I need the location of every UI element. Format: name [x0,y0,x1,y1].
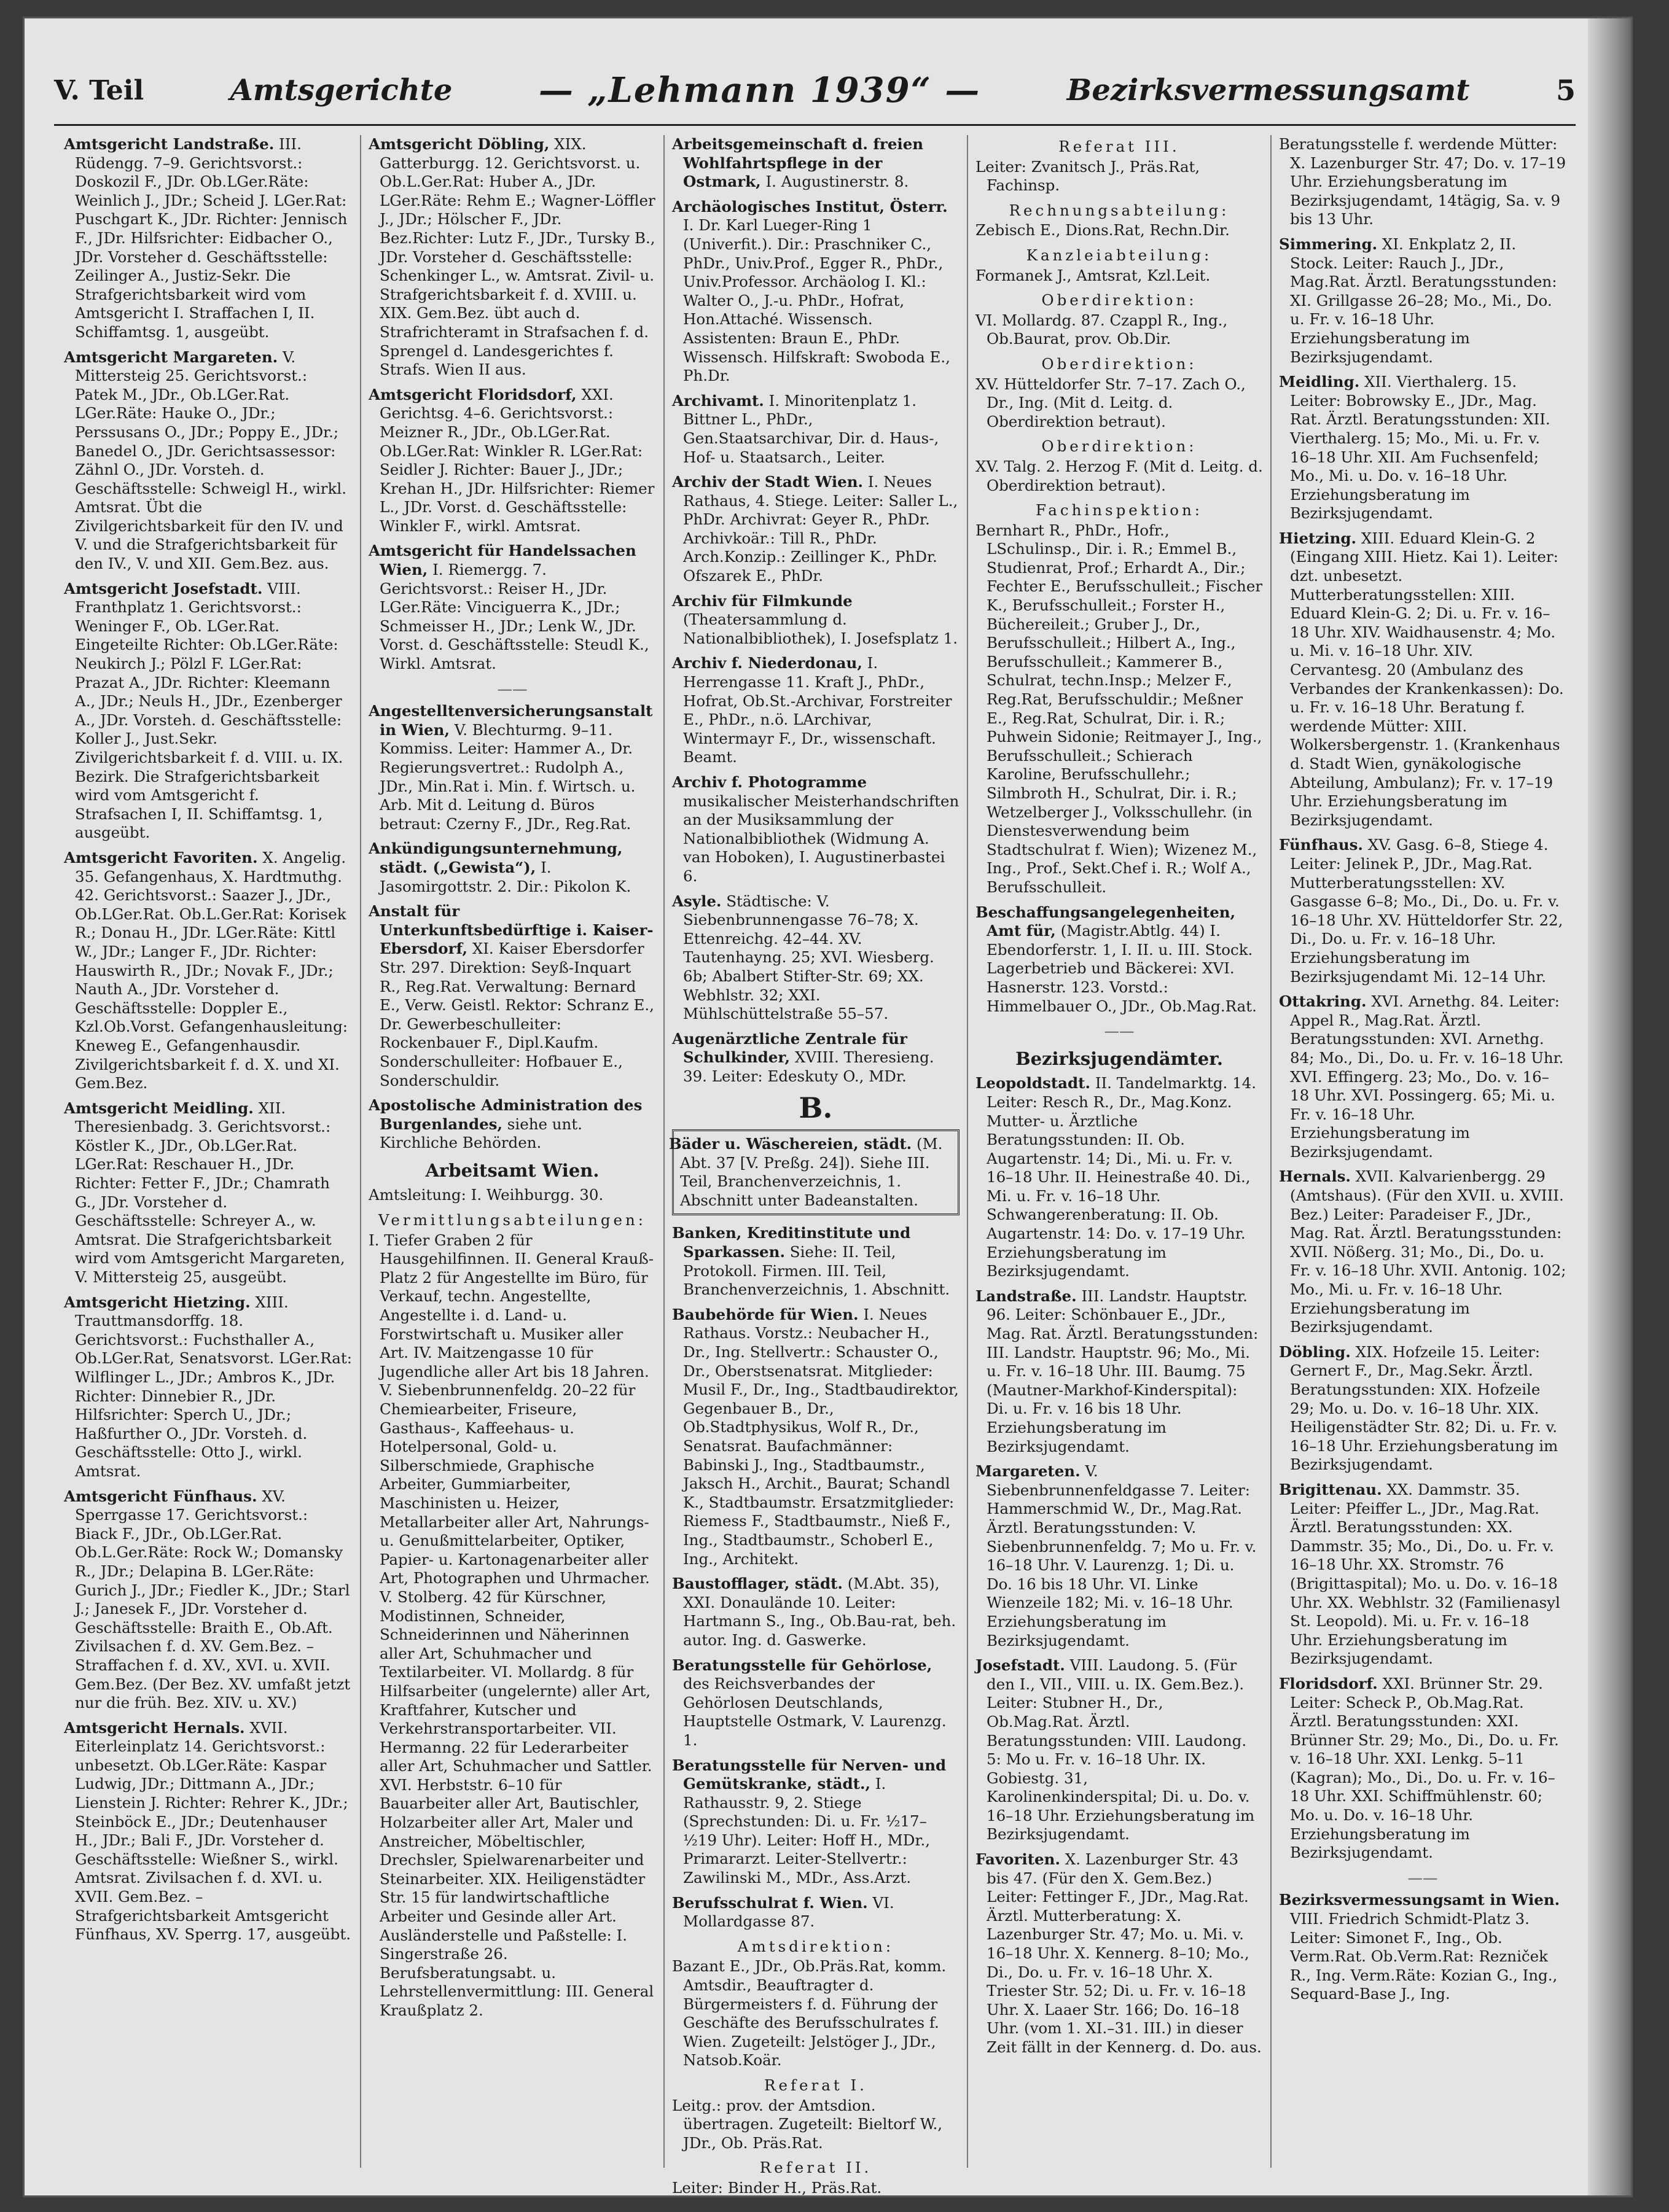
entry-text: Siehe: II. Teil, Protokoll. Firmen. III. Teil, Branchenverzeichnis, 1. Abschnitt. [683,1243,950,1299]
entry-heading: Archivamt. [672,391,764,410]
column-4 [967,135,1270,2168]
entry-text: III. Landstr. Hauptstr. 96. Leiter: Schönbauer E., JDr., Mag. Rat. Ärztl. Beratungsstunden: III. Landstr. Hauptstr. 96; Mo., Mi. u. Fr. v. 16–18 Uhr. III. Baumg. 75 (Mautner-Markhof-Kinderspital): Di. u. Fr. v. 16 bis 18 Uhr. Erziehungsberatung im Bezirksjugendamt. [987,1287,1259,1455]
entry-text: XI. Enkplatz 2, II. Stock. Leiter: Rauch J., JDr., Mag.Rat. Ärztl. Beratungsstunden: XI. Grillgasse 26–28; Mo., Mi., Do. u. Fr. v. 16–18 Uhr. Erziehungsberatung im Bezirksjugendamt. [1290,235,1557,366]
subheading: Referat III. [1058,138,1180,155]
entry-heading: Archiv der Stadt Wien. [672,473,864,491]
directory-entry [369,702,656,833]
subheading: Oberdirektion: [1041,437,1197,456]
directory-entry [1279,1343,1566,1474]
directory-entry [672,2097,960,2153]
entry-text: V. Siebenbrunnenfeldgasse 7. Leiter: Hammerschmid W., Dr., Mag.Rat. Ärztl. Beratungsstunden: V. Siebenbrunnenfeldg. 7; Mo u. Fr. v. 16–18 Uhr. V. Laurenzg. 1; Di. u. Do. 16 bis 18 Uhr. VI. Linke Wienzeile 182; Mi. v. 16–18 Uhr. Erziehungsberatung im Bezirksjugendamt. [987,1462,1257,1649]
entry-heading: Beratungsstelle für Gehörlose, [672,1656,932,1674]
entry-heading: Hietzing. [1279,529,1357,547]
entry-text: I. Minoritenplatz 1. Bittner L., PhDr., Gen.Staatsarchivar, Dir. d. Haus-, Hof- u. Staatsarch., Leiter. [683,391,939,466]
directory-entry [1279,373,1566,523]
subheading: Vermittlungsabteilungen: [378,1211,647,1229]
directory-entry [975,311,1263,349]
entry-heading: Ankündigungsunternehmung, städt. („Gewista“), [369,839,623,876]
entry-text: XII. Theresienbadg. 3. Gerichtsvorst.: Köstler K., JDr., Ob.LGer.Rat. LGer.Rat: Reschauer H., JDr. Richter: Fetter F., JDr.; Chamrath G., JDr. Vorsteher d. Geschäftsstelle: Schreyer A., w. Amtsrat. Die Strafgerichtsbarkeit wird vom Amtsgericht Margareten, V. Mittersteig 25, ausgeübt. [75,1099,345,1287]
entry-text: II. Tandelmarktg. 14. Leiter: Resch R., Dr., Mag.Konz. Mutter- u. Ärztliche Beratungsstunden: II. Ob. Augartenstr. 14; Di., Mi. u. Fr. v. 16–18 Uhr. II. Heinestraße 40. Di., Mi. u. Fr. v. 16–18 Uhr. Schwangerenberatung: II. Ob. Augartenstr. 14: Do. v. 17–19 Uhr. Erziehungsberatung im Bezirksjugendamt. [987,1074,1257,1280]
directory-entry [975,375,1263,432]
directory-entry [1279,836,1566,986]
entry-text: III. Rüdengg. 7–9. Gerichtsvorst.: Doskozil F., JDr. Ob.LGer.Räte: Weinlich J., JDr.; Scheid J. LGer.Rat: Puschgart K., JDr. Richter: Jennisch F., JDr. Hilfsrichter: Eidbacher O., JDr. Vorsteher d. Geschäftsstelle: Zeilinger A., Justiz-Sekr. Die Strafgerichtsbarkeit wird vom Amtsgericht I. Straffachen I, II. Schiffamtsg. 1, ausgeübt. [75,135,348,341]
column-5 [1270,135,1574,2168]
directory-entry [975,903,1263,1016]
entry-text: VIII. Franthplatz 1. Gerichtsvorst.: Weninger F., Ob. LGer.Rat. Eingeteilte Richter: Ob.LGer.Räte: Neukirch J.; Pölzl F. LGer.Rat: Prazat A., JDr. Richter: Kleemann A., JDr.; Neuls H., JDr., Ezenberger A., JDr. Vorsteh. d. Geschäftsstelle: Koller J., Just.Sekr. Zivilgerichtsbarkeit f. d. VIII. u. IX. Bezirk. Die Strafgerichtsbarkeit wird vom Amtsgericht f. Strafsachen I, II. Schiffamtsg. 1, ausgeübt. [75,579,343,842]
entry-text: XV. Hütteldorfer Str. 7–17. Zach O., Dr., Ing. (Mit d. Leitg. d. Oberdirektion betraut). [975,375,1246,430]
entry-text: VI. Mollardg. 87. Czappl R., Ing., Ob.Baurat, prov. Ob.Dir. [975,311,1228,348]
entry-text: I. Tiefer Graben 2 für Hausgehilfinnen. II. General Krauß-Platz 2 für Angestellte im Büro, für Verkauf, techn. Angestellte, Angestellte i. d. Land- u. Forstwirtschaft u. Musiker aller Art. IV. Maitzengasse 10 für Jugendliche aller Art bis 18 Jahren. V. Siebenbrunnenfeldg. 20–22 für Chemiearbeiter, Friseure, Gasthaus-, Kaffeehaus- u. Hotelpersonal, Gold- u. Silberschmiede, Graphische Arbeiter, Gummiarbeiter, Maschinisten u. Heizer, Metallarbeiter aller Art, Nahrungs- u. Genußmittelarbeiter, Optiker, Papier- u. Kartonagenarbeiter aller Art, Photographen und Uhrmacher. V. Stolberg. 42 für Kürschner, Modistinnen, Schneider, Schneiderinnen und Näherinnen aller Art, Schuhmacher und Textilarbeiter. VI. Mollardg. 8 für Hilfsarbeiter (ungelernte) aller Art, Kraftfahrer, Kutscher und Verkehrstransportarbeiter. VII. Hermanng. 22 für Lederarbeiter aller Art, Schuhmacher und Sattler. XVI. Herbststr. 6–10 für Bauarbeiter aller Art, Bautischler, Holzarbeiter aller Art, Maler und Anstreicher, Möbeltischler, Drechsler, Spielwarenarbeiter und Steinarbeiter. XIX. Heiligenstädter Str. 15 für landwirtschaftliche Arbeiter und Gesinde aller Art. Ausländerstelle und Paßstelle: I. Singerstraße 26. Berufsberatungsabt. u. Lehrstellenvermittlung: III. General Kraußplatz 2. [369,1231,654,2019]
entry-heading: Archiv für Filmkunde [672,591,853,610]
entry-text: I. Neues Rathaus. Vorstz.: Neubacher H., Dr., Ing. Stellvertr.: Schauster O., Dr., Oberstsenatsrat. Mitglieder: Musil F., Dr., Ing., Stadtbaudirektor, Gegenbauer B., Dr., Ob.Stadtphysikus, Wolf R., Dr., Senatsrat. Baufachmänner: Babinski J., Ing., Stadtbaumstr., Jaksch H., Archit., Baurat; Schandl K., Stadtbaumstr. Ersatzmitglieder: Riemess F., Stadtbaumstr., Nieß F., Ing., Stadtbaumstr., Schoberl E., Ing., Architekt. [683,1305,959,1568]
directory-entry [672,473,960,586]
entry-text: (Magistr.Abtlg. 44) I. Ebendorferstr. 1, I. II. u. III. Stock. Lagerbetrieb und Bäckerei: XVI. Hasnerstr. 123. Vorstd.: Himmelbauer O., JDr., Ob.Mag.Rat. [987,922,1257,1015]
entry-text: (Theatersammlung d. Nationalbibliothek), I. Josefsplatz 1. [683,610,958,647]
directory-entry [672,2179,960,2198]
document-page [25,18,1631,2195]
directory-entry [369,902,656,1090]
entry-text: I. Herrengasse 11. Kraft J., PhDr., Hofrat, Ob.St.-Archivar, Forstreiter E., PhDr., n.ö. LArchivar, Wintermayr F., Dr., wissenschaft. Beamt. [683,654,952,766]
directory-entry [1279,235,1566,367]
entry-heading: Amtsgericht Hietzing. [64,1293,251,1311]
directory-entry [1279,529,1566,830]
directory-entry [975,221,1263,240]
entry-text: (M. Abt. 37 [V. Preßg. 24]). Siehe III. Teil, Branchenverzeichnis, 1. Abschnitt unter Badeanstalten. [680,1135,943,1209]
directory-entry [975,521,1263,897]
entry-text: XI. Kaiser Ebersdorfer Str. 297. Direktion: Seyß-Inquart R., Reg.Rat. Verwaltung: Bernard E., Verw. Geistl. Rektor: Schranz E., Dr. Gewerbeschulleiter: Rockenbauer F., Dipl.Kaufm. Sonderschulleiter: Hofbauer E., Sonderschuldir. [380,940,654,1089]
entry-heading: Amtsgericht Floridsdorf, [369,385,577,403]
entry-text: XV. Sperrgasse 17. Gerichtsvorst.: Biack F., JDr., Ob.LGer.Rat. Ob.L.Ger.Räte: Rock W.; Domansky R., JDr.; Delapina B. LGer.Räte: Gurich J., JDr.; Fiedler K., JDr.; Starl J.; Janesek F., JDr. Vorsteher d. Geschäftsstelle: Braith E., Ob.Aft. Zivilsachen f. d. XV. Gem.Bez. – Straffachen f. d. XV., XVI. u. XVII. Gem.Bez. (Der Bez. XV. umfaßt jetzt nur die früh. Bez. XIV. u. XV.) [75,1487,351,1712]
entry-text: V. Mittersteig 25. Gerichtsvorst.: Patek M., JDr., Ob.LGer.Rat. LGer.Räte: Hauke O., JDr.; Perssusans O., JDr.; Poppy E., JDr.; Banedel O., JDr. Gerichtsassessor: Zähnl O., JDr. Vorsteh. d. Geschäftsstelle: Schweigl H., wirkl. Amtsrat. Übt die Zivilgerichtsbarkeit für den IV. und V. und die Strafgerichtsbarkeit für den IV., V. und XII. Gem.Bez. aus. [75,348,346,573]
directory-entry [369,1186,656,1205]
entry-heading: Asyle. [672,892,722,910]
directory-entry [672,1224,960,1299]
directory-entry [64,1487,353,1713]
entry-text: Amtsleitung: I. Weihburgg. 30. [369,1186,604,1204]
entry-text: I. Augustinerstr. 8. [765,173,909,191]
entry-text: XIX. Hofzeile 15. Leiter: Gernert F., Dr., Mag.Sekr. Ärztl. Beratungsstunden: XIX. Hofzeile 29; Mo. u. Do. v. 16–18 Uhr. XIX. Heiligenstädter Str. 82; Di. u. Fr. v. 16–18 Uhr. Erziehungsberatung im Bezirksjugendamt. [1290,1342,1558,1474]
separator: —— [497,679,528,698]
entry-heading: Margareten. [975,1462,1081,1481]
directory-entry [672,1306,960,1568]
subheading: Oberdirektion: [1041,291,1197,310]
entry-heading: Archiv f. Niederdonau, [672,654,862,672]
directory-entry [1279,992,1566,1161]
entry-text: Bazant E., JDr., Ob.Präs.Rat, komm. Amtsdir., Beauftragter d. Bürgermeisters f. d. Führung der Geschäfte des Berufsschulrates f. Wien. Zugeteilt: Jelstöger J., JDr., Natsob.Koär. [672,1957,947,2070]
directory-entry [369,135,656,380]
directory-entry [672,1756,960,1888]
entry-text: I. Rathausstr. 9, 2. Stiege (Sprechstunden: Di. u. Fr. ½17–½19 Uhr). Leiter: Hoff H., MDr., Primararzt. Leiter-Stellvertr.: Zawilinski M., MDr., Ass.Arzt. [683,1775,931,1887]
entry-heading: Baustofflager, städt. [672,1575,843,1593]
entry-text: VI. Mollardgasse 87. [683,1893,894,1931]
directory-entry [672,135,960,192]
directory-entry [975,267,1263,286]
entry-heading: Apostolische Administration des Burgenlandes, [369,1096,643,1133]
entry-heading: Anstalt für Unterkunftsbedürftige i. Kaiser-Ebersdorf, [369,902,654,958]
entry-heading: Landstraße. [975,1287,1077,1305]
entry-text: XX. Dammstr. 35. Leiter: Pfeiffer L., JDr., Mag.Rat. Ärztl. Beratungsstunden: XX. Dammstr. 35; Mo., Di., Do. u. Fr. v. 16–18 Uhr. XX. Stromstr. 76 (Brigittaspital); Mo. u. Do. v. 16–18 Uhr. XX. Webhlstr. 32 (Familienasyl St. Leopold). Mi. u. Fr. v. 16–18 Uhr. Erziehungsberatung im Bezirksjugendamt. [1290,1480,1560,1668]
column-1 [57,135,360,2168]
subheading: Rechnungsabteilung: [1009,201,1230,219]
directory-entry [369,386,656,536]
entry-text: musikalischer Meisterhandschriften an der Musiksammlung der Nationalbibliothek (Widmung A. van Hoboken), I. Augustinerbastei 6. [683,792,960,885]
entry-heading: Hernals. [1279,1167,1351,1186]
entry-heading: Döbling. [1279,1342,1351,1361]
entry-heading: Amtsgericht Fünfhaus. [64,1487,257,1505]
entry-heading: Bezirksvermessungsamt in Wien. [1279,1891,1560,1909]
entry-text: siehe unt. Kirchliche Behörden. [380,1115,582,1152]
section-left: Amtsgerichte [230,73,453,107]
directory-entry [975,1287,1263,1456]
directory-entry [369,1231,656,2020]
entry-heading: Banken, Kreditinstitute und Sparkassen. [672,1224,911,1261]
directory-entry [672,1656,960,1750]
directory-entry [1279,1481,1566,1669]
entry-text: XVII. Eiterleinplatz 14. Gerichtsvorst.: unbesetzt. Ob.LGer.Räte: Kaspar Ludwig, JDr.; Dittmann A., JDr.; Lienstein J. Richter: Rehrer K., JDr.; Steinböck E., JDr.; Deutenhauser H., JDr.; Bali F., JDr. Vorsteher d. Geschäftsstelle: Wießner S., wirkl. Amtsrat. Zivilsachen f. d. XVI. u. XVII. Gem.Bez. – Strafgerichtsbarkeit Amtsgericht Fünfhaus, XV. Sperrg. 17, ausgeübt. [75,1718,351,1944]
entry-text: Beratungsstelle f. werdende Mütter: X. Lazenburger Str. 47; Do. v. 17–19 Uhr. Erziehungsberatung im Bezirksjugendamt, 14tägig, Sa. v. 9 bis 13 Uhr. [1279,135,1566,228]
entry-text: XXI. Brünner Str. 29. Leiter: Scheck P., Ob.Mag.Rat. Ärztl. Beratungsstunden: XXI. Brünner Str. 29; Mo., Di., Do. u. Fr. v. 16–18 Uhr. XXI. Lenkg. 5–11 (Kagran); Mo., Di., Do. u. Fr. v. 16–18 Uhr. XXI. Schiffmühlenstr. 60; Mo. u. Do. v. 16–18 Uhr. Erziehungsberatung im Bezirksjugendamt. [1290,1674,1559,1862]
column-3 [663,135,967,2197]
entry-heading: Favoriten. [975,1850,1060,1869]
directory-entry [64,580,353,843]
directory-entry [975,1074,1263,1281]
directory-entry [672,392,960,467]
separator: —— [1104,1022,1135,1040]
directory-entry [1279,1675,1566,1863]
entry-heading: Amtsgericht Hernals. [64,1718,245,1737]
directory-entry [1279,135,1566,229]
entry-text: VIII. Laudong. 5. (Für den I., VII., VIII. u. IX. Gem.Bez.). Leiter: Stubner H., Dr., Ob.Mag.Rat. Ärztl. Beratungsstunden: VIII. Laudong. 5: Mo u. Fr. v. 16–18 Uhr. IX. Gobiestg. 31, Karolinenkinderspital; Di. u. Do. v. 16–18 Uhr. Erziehungsberatung im Bezirksjugendamt. [987,1656,1255,1844]
boxed-entry [669,1129,960,1215]
entry-heading: Amtsgericht Favoriten. [64,848,258,866]
entry-text: XVIII. Theresieng. 39. Leiter: Edeskuty O., MDr. [683,1048,934,1085]
directory-entry [1279,1891,1566,2004]
entry-text: I. Jasomirgottstr. 2. Dir.: Pikolon K. [380,858,631,895]
entry-heading: Leopoldstadt. [975,1074,1091,1092]
column-2 [360,135,663,2168]
directory-entry [64,1099,353,1287]
entry-text: I. Riemergg. 7. Gerichtsvorst.: Reiser H., JDr. LGer.Räte: Vinciguerra K., JDr.; Schmeisser H., JDr.; Lenk W., JDr. Vorst. d. Geschäftsstelle: Steudl K., Wirkl. Amtsrat. [380,561,649,673]
subheading: Amtsdirektion: [737,1937,894,1955]
entry-text: X. Lazenburger Str. 43 bis 47. (Für den X. Gem.Bez.) Leiter: Fettinger F., JDr., Mag.Rat. Ärztl. Mutterberatung: X. Lazenburger Str. 47; Mo. u. Mi. v. 16–18 Uhr. X. Kennerg. 8–10; Mo., Di., Do. u. Fr. v. 16–18 Uhr. X. Triester Str. 52; Di. u. Fr. v. 16–18 Uhr. X. Laaer Str. 166; Do. 16–18 Uhr. (vom 1. XI.–31. III.) in dieser Zeit fällt in der Kennerg. d. Do. aus. [987,1850,1262,2056]
entry-heading: Amtsgericht Margareten. [64,348,278,366]
entry-text: XIII. Trauttmansdorffg. 18. Gerichtsvorst.: Fuchsthaller A., Ob.LGer.Rat, Senatsvorst. LGer.Rat: Wilflinger L., JDr.; Ambros K., JDr. Richter: Dinnebier R., JDr. Hilfsrichter: Sperch U., JDr.; Haßfurther O., JDr. Vorsteh. d. Geschäftsstelle: Otto J., wirkl. Amtsrat. [75,1293,352,1480]
entry-text: XV. Gasg. 6–8, Stiege 4. Leiter: Jelinek P., JDr., Mag.Rat. Mutterberatungsstellen: XV. Gasgasse 6–8; Mo., Di., Do. u. Fr. v. 16–18 Uhr. XV. Hütteldorfer Str. 22, Di., Do. u. Fr. v. 16–18 Uhr. Erziehungsberatung im Bezirksjugendamt Mi. 12–14 Uhr. [1290,836,1563,986]
entry-heading: Amtsgericht Landstraße. [64,135,275,153]
entry-heading: Brigittenau. [1279,1480,1382,1498]
entry-heading: Ottakring. [1279,992,1367,1011]
entry-heading: Meidling. [1279,373,1360,391]
entry-heading: Simmering. [1279,235,1378,253]
entry-heading: Angestelltenversicherungsanstalt in Wien, [369,702,653,739]
directory-entry [64,348,353,574]
entry-heading: Amtsgericht Meidling. [64,1099,254,1117]
entry-heading: Archiv f. Photogramme [672,773,867,791]
directory-entry [672,892,960,1024]
entry-text: I. Dr. Karl Lueger-Ring 1 (Univerfit.). Dir.: Praschniker C., PhDr., Univ.Prof., Egger R., PhDr., Univ.Professor. Archäolog I. Kl.: Walter O., J.-u. PhDr., Hofrat, Hon.Attaché. Wissensch. Assistenten: Braun E., PhDr. Wissensch. Hilfskraft: Swoboda E., Ph.Dr. [683,216,950,385]
directory-entry [672,1575,960,1649]
entry-text: Zebisch E., Dions.Rat, Rechn.Dir. [975,221,1230,240]
entry-heading: Beschaffungsangelegenheiten, Amt für, [975,903,1236,940]
entry-text: VIII. Friedrich Schmidt-Platz 3. Leiter: Simonet F., Ing., Ob. Verm.Rat. Ob.Verm.Rat: Rezniček R., Ing. Verm.Räte: Kozian G., Ing., Sequard-Base J., Ing. [1290,1910,1558,2003]
entry-text: XVI. Arnethg. 84. Leiter: Appel R., Mag.Rat. Ärztl. Beratungsstunden: XVI. Arnethg. 84; Mo., Di., Do. u. Fr. v. 16–18 Uhr. XVI. Effingerg. 23; Mo., Do. v. 16–18 Uhr. XVI. Possingerg. 65; Mi. u. Fr. v. 16–18 Uhr. Erziehungsberatung im Bezirksjugendamt. [1290,992,1564,1161]
directory-entry [975,1656,1263,1844]
entry-text: Leiter: Zvanitsch J., Präs.Rat, Fachinsp. [975,157,1200,195]
entry-text: I. Neues Rathaus, 4. Stiege. Leiter: Saller L., PhDr. Archivrat: Geyer R., PhDr. Archivkoär.: Till R., PhDr. Arch.Konzip.: Zeillinger K., PhDr. Ofszarek E., PhDr. [683,473,958,585]
entry-heading: Arbeitsgemeinschaft d. freien Wohlfahrtspflege in der Ostmark, [672,135,924,191]
entry-text: V. Blechturmg. 9–11. Kommiss. Leiter: Hammer A., Dr. Regierungsvertret.: Rudolph A., JDr., Min.Rat i. Min. f. Wirtsch. u. Arb. Mit d. Leitung d. Büros betraut: Czerny F., JDr., Reg.Rat. [380,720,636,833]
section-right: Bezirksvermessungsamt [1066,73,1470,107]
entry-text: Städtische: V. Siebenbrunnengasse 76–78; X. Ettenreichg. 42–44. XV. Tautenhayng. 25; XVI. Wiesberg. 6b; Abalbert Stifter-Str. 69; XX. Webhlstr. 32; XXI. Mühlschüttelstraße 55–57. [683,892,934,1023]
entry-text: Leitg.: prov. der Amtsdion. übertragen. Zugeteilt: Bieltorf W., JDr., Ob. Präs.Rat. [672,2096,943,2152]
directory-entry [672,1030,960,1086]
entry-text: XIX. Gatterburgg. 12. Gerichtsvorst. u. Ob.L.Ger.Rat: Huber A., JDr. LGer.Räte: Rehm E.; Wagner-Löffler J., JDr.; Hölscher F., JDr. Bez.Richter: Lutz F., JDr., Tursky B., JDr. Vorsteher d. Geschäftsstelle: Schenkinger L., w. Amtsrat. Zivil- u. Strafgerichtsbarkeit f. d. XVIII. u. XIX. Gem.Bez. übt auch d. Strafrichteramt in Strafsachen f. d. Sprengel d. Landesgerichtes f. Strafs. Wien II aus. [380,135,655,379]
directory-entry [64,1293,353,1481]
text-columns [57,135,1574,2197]
directory-entry [975,1850,1263,2057]
entry-text: XII. Vierthalerg. 15. Leiter: Bobrowsky E., JDr., Mag. Rat. Ärztl. Beratungsstunden: XII. Vierthalerg. 15; Mo., Mi. u. Fr. v. 16–18 Uhr. XII. Am Fuchsenfeld; Mo., Mi. u. Do. v. 16–18 Uhr. Erziehungsberatung im Bezirksjugendamt. [1290,373,1550,523]
entry-heading: Beratungsstelle für Nerven- und Gemütskranke, städt., [672,1756,947,1793]
part-label: V. Teil [54,74,144,106]
directory-entry [672,592,960,648]
page-header [54,56,1576,126]
directory-entry [369,542,656,673]
entry-text: XIII. Eduard Klein-G. 2 (Eingang XIII. Hietz. Kai 1). Leiter: dzt. unbesetzt. Mutterberatungsstellen: XIII. Eduard Klein-G. 2; Di. u. Fr. v. 16–18 Uhr. XIV. Waidhausenstr. 4; Mo. u. Mi. v. 16–18 Uhr. XIV. Cervantesg. 20 (Ambulanz des Verbandes der Krankenkassen): Do. u. Fr. v. 16–18 Uhr. Beratung f. werdende Mütter: XIII. Wolkersbergenstr. 1. (Krankenhaus d. Stadt Wien, gynäkologische Abteilung, Ambulanz); Fr. v. 17–19 Uhr. Erziehungsberatung im Bezirksjugendamt. [1290,529,1564,829]
entry-heading: Amtsgericht Döbling, [369,135,550,153]
directory-entry [369,1096,656,1153]
entry-text: XXI. Gerichtsg. 4–6. Gerichtsvorst.: Meizner R., JDr., Ob.LGer.Rat. Ob.LGer.Rat: Winkler R. LGer.Rat: Seidler J. Richter: Bauer J., JDr.; Krehan H., JDr. Hilfsrichter: Riemer L., JDr. Vorst. d. Geschäftsstelle: Winkler F., wirkl. Amtsrat. [380,385,655,535]
directory-entry [64,849,353,1093]
subheading: Kanzleiabteilung: [1026,246,1213,264]
entry-heading: Amtsgericht für Handelssachen Wien, [369,542,636,579]
directory-entry [64,135,353,342]
entry-text: X. Angelig. 35. Gefangenhaus, X. Hardtmuthg. 42. Gerichtsvorst.: Saazer J., JDr., Ob.LGer.Rat. Ob.L.Ger.Rat: Korisek R.; Donau H., JDr. LGer.Räte: Kittl W., JDr.; Langer F., JDr. Richter: Hauswirth R., JDr.; Novak F., JDr.; Nauth A., JDr. Vorsteher d. Geschäftsstelle: Doppler E., Kzl.Ob.Vorst. Gefangenhausleitung: Kneweg E., Gefangenhausdir. Zivilgerichtsbarkeit f. d. X. und XI. Gem.Bez. [75,848,348,1092]
entry-text: Leiter: Binder H., Präs.Rat. [672,2178,882,2197]
entry-text: XV. Talg. 2. Herzog F. (Mit d. Leitg. d. Oberdirektion betraut). [975,457,1263,494]
entry-heading: Augenärztliche Zentrale für Schulkinder, [672,1029,907,1067]
entry-heading: Baubehörde für Wien. [672,1305,859,1323]
page-spine-shadow [1588,18,1631,2195]
directory-entry [975,158,1263,195]
section-heading: Arbeitsamt Wien. [425,1159,600,1181]
entry-heading: Amtsgericht Josefstadt. [64,579,263,598]
subheading: Fachinspektion: [1035,501,1203,520]
directory-entry [975,458,1263,495]
section-heading: Bezirksjugendämter. [1015,1048,1223,1069]
directory-entry [64,1719,353,1944]
subheading: Referat I. [764,2076,867,2094]
directory-entry [1279,1167,1566,1336]
directory-entry [975,1462,1263,1650]
entry-heading: Fünfhaus. [1279,836,1363,854]
entry-heading: Floridsdorf. [1279,1674,1378,1692]
separator: —— [1407,1868,1438,1887]
entry-heading: Bäder u. Wäschereien, städt. [669,1135,912,1153]
entry-text: Bernhart R., PhDr., Hofr., LSchulinsp., Dir. i. R.; Emmel B., Studienrat, Prof.; Erhardt A., Dir.; Fechter E., Berufsschulleit.; Fischer K., Berufsschulleit.; Forster H., Büchereileit.; Gruber J., Dr., Berufsschulleit.; Hilbert A., Ing., Berufsschulleit.; Kammerer B., Schulrat, techn.Insp.; Melzer F., Reg.Rat, Berufsschuldir.; Meßner E., Reg.Rat, Schulrat, Dir. i. R.; Puhwein Sidonie; Reitmayer J., Ing., Berufsschulleit.; Schierach Karoline, Berufsschullehr.; Silmbroth H., Schulrat, Dir. i. R.; Wetzelberger J., Volksschullehr. (in Dienstesverwendung beim Stadtschulrat f. Wien); Wizenez M., Ing., Prof., Sekt.Chef i. R.; Wolf A., Berufsschulleit. [975,521,1263,896]
entry-heading: Josefstadt. [975,1656,1065,1675]
subheading: Oberdirektion: [1041,354,1197,373]
directory-entry [672,1894,960,1931]
entry-heading: Archäologisches Institut, Österr. [672,197,948,216]
directory-entry [672,198,960,386]
entry-heading: Berufsschulrat f. Wien. [672,1893,868,1912]
entry-text: XVII. Kalvarienbergg. 29 (Amtshaus). (Für den XVII. u. XVIII. Bez.) Leiter: Paradeiser F., JDr., Mag. Rat. Ärztl. Beratungsstunden: XVII. Nößerg. 31; Mo., Di., Do. u. Fr. v. 16–18 Uhr. XVII. Antonig. 102; Mo., Mi. u. Fr. v. 16–18 Uhr. Erziehungsberatung im Bezirksjugendamt. [1290,1167,1566,1336]
page-number: 5 [1555,74,1576,107]
directory-entry [369,839,656,896]
directory-entry [672,1957,960,2070]
directory-entry [672,654,960,767]
entry-text: des Reichsverbandes der Gehörlosen Deutschlands, Hauptstelle Ostmark, V. Laurenzg. 1. [683,1675,947,1749]
subheading: Referat II. [759,2159,872,2177]
directory-entry [672,773,960,886]
entry-text: Formanek J., Amtsrat, Kzl.Leit. [975,266,1211,284]
entry-text: (M.Abt. 35), XXI. Donaulände 10. Leiter: Hartmann S., Ing., Ob.Bau-rat, beh. autor. Ing. d. Gaswerke. [683,1575,956,1649]
letter-heading: B. [799,1091,833,1124]
running-title: — „Lehmann 1939“ — [538,70,981,111]
